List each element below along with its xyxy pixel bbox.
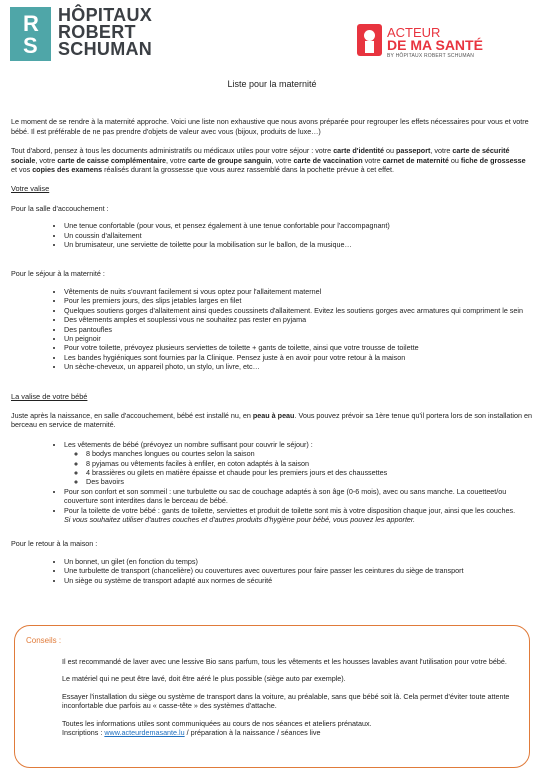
conseils-title: Conseils : — [26, 636, 62, 645]
list-item: • Les vêtements de bébé (prévoyez un nombre suffisant pour couvrir le séjour) : ◦ 8 bodys manches longues ou courtes selon la saison ◦ 8 pyjamas ou vêtements faciles à enfiler, en coton adaptés à la saison ◦ 4 brassières ou gilets en matière épaisse et chaude pour les premiers jours et des chaussettes ◦ Des bavoirs — [64, 440, 533, 487]
person-icon — [357, 24, 382, 56]
list-item: • Une tenue confortable (pour vous, et pensez également à une tenue confortable pour l'accompagnant) — [64, 221, 533, 230]
list-item: • Pour les premiers jours, des slips jetables larges en filet — [64, 296, 533, 305]
vetements-sublist — [64, 449, 533, 487]
list-item: • Pour son confort et son sommeil : une turbulette ou sac de couchage adaptés à son âge (0-6 mois), avec ou sans manche. La couetteet/ou couverture sont interdites dans le berceau de bébé. — [64, 487, 533, 506]
list-item: • Vêtements de nuits s'ouvrant facilement si vous optez pour l'allaitement maternel — [64, 287, 533, 296]
list-item: • Quelques soutiens gorges d'allaitement ainsi quedes coussinets d'allaitement. Evitez les soutiens gorges avec armatures qui compriment le sein — [64, 306, 533, 315]
bebe-intro-paragraph: Juste après la naissance, en salle d'accouchement, bébé est installé nu, en peau à peau. Vous pouvez prévoir sa 1ère tenue qu'il portera lors de son installation en berceau en service de maternité. — [11, 410, 532, 430]
sub-list-item: ◦ 8 pyjamas ou vêtements faciles à enfiler, en coton adaptés à la saison — [86, 459, 533, 468]
list-item: • Pour votre toilette, prévoyez plusieurs serviettes de toilette + gants de toilette, ainsi que votre trousse de toilette — [64, 343, 533, 352]
list-item: • Une turbulette de transport (chancelière) ou couvertures avec ouvertures pour faire passer les ceintures du siège de transport — [64, 566, 533, 575]
list-item: • Des pantoufles — [64, 325, 533, 334]
monogram-letter-s: S — [23, 33, 38, 58]
logo-acteur: ACTEUR — [387, 25, 441, 40]
logo-line-2: ROBERT — [58, 22, 136, 42]
logo-de-ma-sante: DE MA SANTÉ — [387, 37, 483, 53]
list-item: • Les bandes hygiéniques sont fournies par la Clinique. Pensez juste à en avoir pour votre retour à la maison — [64, 353, 533, 362]
intro-paragraph: Le moment de se rendre à la maternité approche. Voici une liste non exhaustive que nous avons préparée pour regrouper les effets nécessaires pour vous et votre bébé. Il est préférable de ne pas prendre d'objets de valeur avec vous (bijoux, produits de luxe…) — [11, 117, 529, 136]
hrs-logo — [10, 7, 175, 67]
sejour-intro: Pour le séjour à la maternité : — [11, 269, 105, 279]
accouchement-list — [11, 221, 533, 249]
sub-list-item: ◦ Des bavoirs — [86, 477, 533, 486]
sub-list-item: ◦ 4 brassières ou gilets en matière épaisse et chaude pour les premiers jours et des chaussettes — [86, 468, 533, 477]
monogram-letter-r: R — [23, 11, 39, 36]
list-item: • Un peignoir — [64, 334, 533, 343]
section-heading-valise-bebe: La valise de votre bébé — [11, 391, 88, 401]
sub-list-item: ◦ 8 bodys manches longues ou courtes selon la saison — [86, 449, 533, 458]
hrs-monogram — [10, 7, 51, 61]
conseil-paragraph: Il est recommandé de laver avec une lessive Bio sans parfum, tous les vêtements et les housses lavables avant l'utilisation pour votre bébé. — [62, 657, 507, 666]
list-item: • Un sèche-cheveux, un appareil photo, un stylo, un livre, etc… — [64, 362, 533, 371]
sejour-list — [11, 287, 533, 372]
acteurdemasante-link[interactable]: www.acteurdemasante.lu — [104, 728, 185, 738]
page-title: Liste pour la maternité — [227, 79, 317, 89]
accouchement-intro: Pour la salle d'accouchement : — [11, 203, 109, 213]
list-item: • Un siège ou système de transport adapté aux normes de sécurité — [64, 576, 533, 585]
acteur-de-ma-sante-logo — [357, 24, 507, 64]
logo-byline: BY HÔPITAUX ROBERT SCHUMAN — [387, 53, 475, 59]
conseils-box — [14, 625, 530, 768]
list-item: • Pour la toilette de votre bébé : gants de toilette, serviettes et produit de toilette sont mis à votre disposition chaque jour, ainsi que les couches. Si vous souhaitez utiliser d'autres couches et d'autres produits d'hygiène pour bébé, vous pouvez les apporter. — [64, 506, 533, 525]
list-item: • Un coussin d'allaitement — [64, 231, 533, 240]
section-heading-votre-valise: Votre valise — [11, 184, 50, 194]
list-item: • Des vêtements amples et souplessi vous ne souhaitez pas rester en pyjama — [64, 315, 533, 324]
retour-intro: Pour le retour à la maison : — [11, 539, 98, 549]
conseil-paragraph: Le matériel qui ne peut être lavé, doit être aéré le plus possible (siège auto par exemple). — [62, 674, 346, 684]
conseil-paragraph: Essayer l'installation du siège ou système de transport dans la voiture, au préalable, sans que bébé soit là. Cela permet d'éviter toute attente inconfortable due parfois au « casse-tête » des systèmes d'attache. — [62, 691, 510, 711]
list-item: • Un bonnet, un gilet (en fonction du temps) — [64, 557, 533, 566]
document-body — [11, 80, 533, 594]
documents-paragraph: Tout d'abord, pensez à tous les documents administratifs ou médicaux utiles pour votre séjour : votre carte d'identité ou passeport, votre carte de sécurité sociale, votre carte de caisse complémentaire, votre carte de groupe sanguin, votre carte de vaccination votre carnet de maternité ou fiche de grossesse et vos copies des examens réalisés durant la grossesse que vous aurez rassemblé dans la pochette prévue à cet effet. — [11, 146, 526, 175]
logo-line-1: HÔPITAUX — [58, 5, 153, 25]
list-item: • Un brumisateur, une serviette de toilette pour la mobilisation sur le ballon, de la musique… — [64, 240, 533, 249]
conseil-paragraph: Toutes les informations utiles sont communiquées au cours de nos séances et ateliers prénataux. Inscriptions : www.acteurdemasante.lu / préparation à la naissance / séances live — [62, 718, 372, 738]
logo-line-3: SCHUMAN — [58, 39, 153, 59]
bebe-list — [11, 440, 533, 525]
retour-list — [11, 557, 533, 585]
